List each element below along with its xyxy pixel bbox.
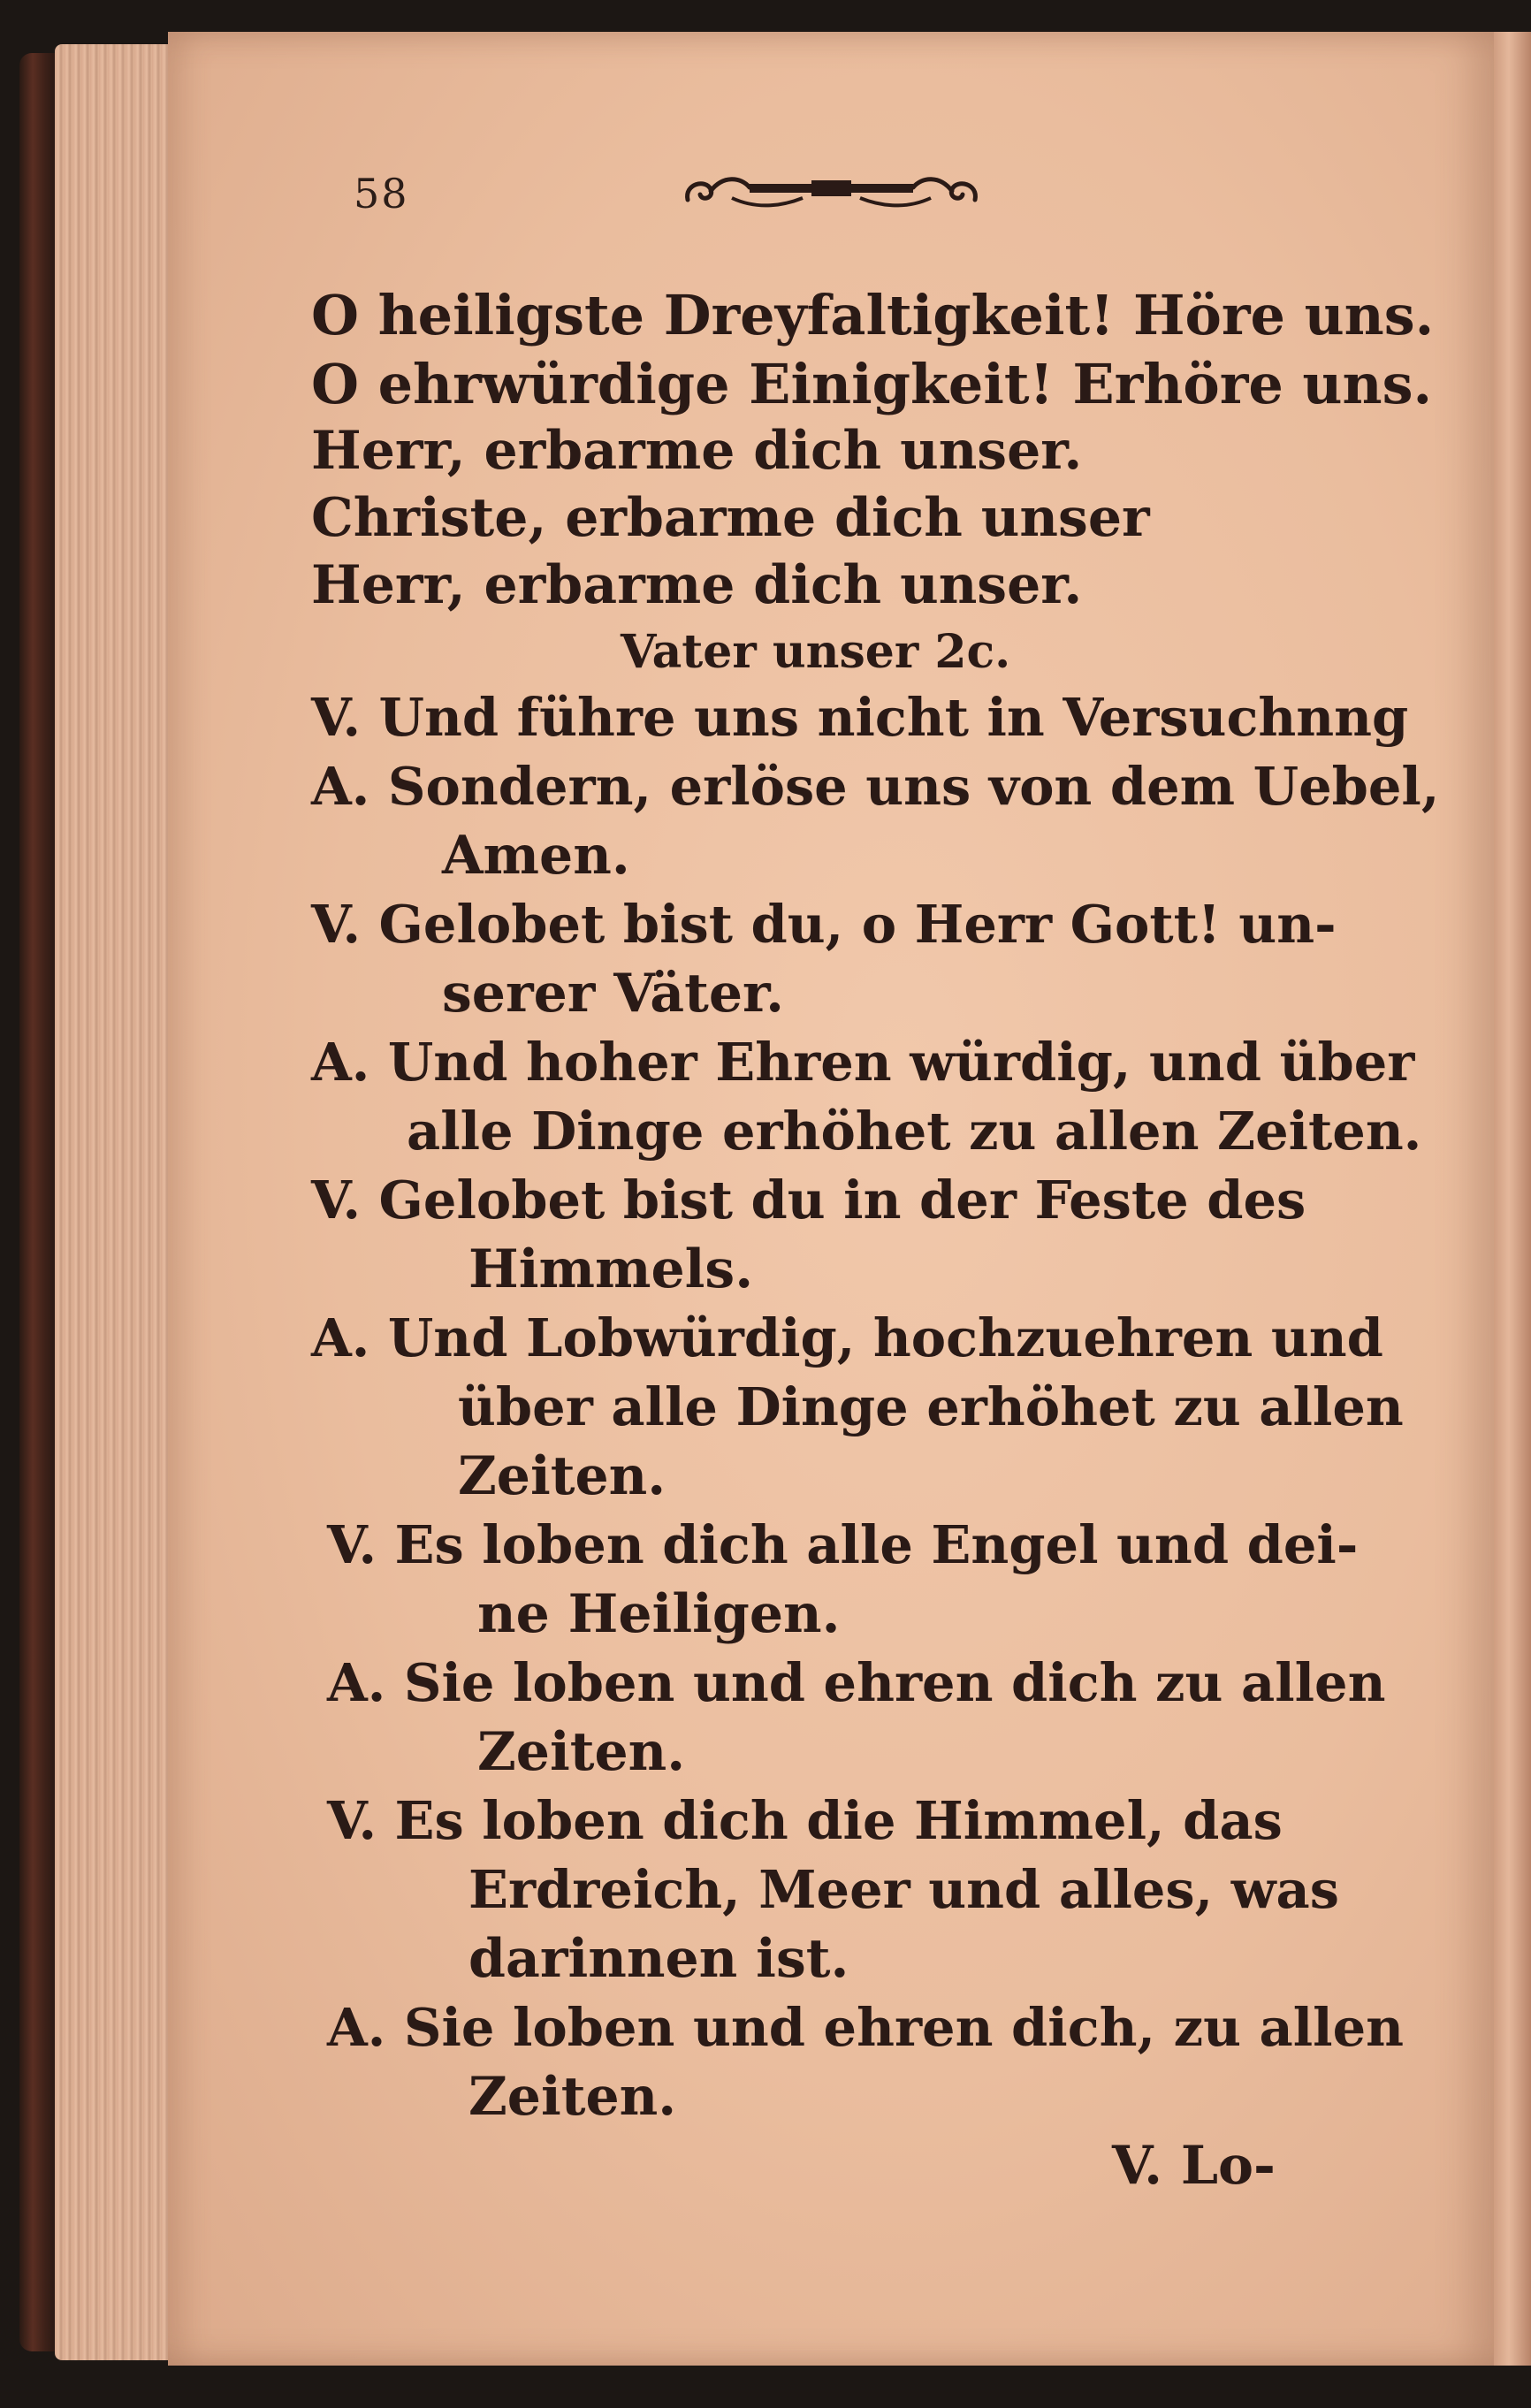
text-line: alle Dinge erhöhet zu allen Zeiten. bbox=[407, 1101, 1422, 1162]
text-line: Christe, erbarme dich unser bbox=[311, 487, 1150, 549]
text-line: Zeiten. bbox=[458, 1445, 666, 1507]
text-line: Erdreich, Meer und alles, was bbox=[468, 1859, 1339, 1920]
text-line: A. Sie loben und ehren dich, zu allen bbox=[327, 1997, 1405, 2058]
catchword: V. Lo- bbox=[1112, 2135, 1276, 2197]
text-line: A. Sie loben und ehren dich zu allen bbox=[327, 1652, 1386, 1713]
text-line: Himmels. bbox=[468, 1238, 754, 1300]
page-number: 58 bbox=[354, 170, 409, 217]
text-line: V. Gelobet bist du, o Herr Gott! un- bbox=[311, 894, 1337, 955]
text-line: A. Und Lobwürdig, hochzuehren und bbox=[311, 1307, 1383, 1368]
text-line: Vater unser 2c. bbox=[621, 625, 1011, 679]
text-line: V. Gelobet bist du in der Feste des bbox=[311, 1170, 1306, 1231]
text-line: A. Sondern, erlöse uns von dem Uebel, bbox=[311, 756, 1440, 817]
text-line: V. Und führe uns nicht in Versuchnng bbox=[311, 687, 1409, 748]
ornament-icon bbox=[679, 166, 984, 219]
text-line: Zeiten. bbox=[477, 1721, 686, 1783]
text-line: über alle Dinge erhöhet zu allen bbox=[458, 1376, 1404, 1437]
text-line: O heiligste Dreyfaltigkeit! Höre uns. bbox=[311, 283, 1435, 347]
text-line: ne Heiligen. bbox=[477, 1583, 841, 1645]
text-line: Zeiten. bbox=[468, 2066, 677, 2128]
text-line: O ehrwürdige Einigkeit! Erhöre uns. bbox=[311, 352, 1433, 416]
text-line: V. Es loben dich die Himmel, das bbox=[327, 1790, 1283, 1851]
text-line: Herr, erbarme dich unser. bbox=[311, 554, 1083, 616]
text-line: Herr, erbarme dich unser. bbox=[311, 420, 1083, 482]
text-line: V. Es loben dich alle Engel und dei- bbox=[327, 1514, 1359, 1575]
text-line: A. Und hoher Ehren würdig, und über bbox=[311, 1032, 1415, 1093]
text-line: serer Väter. bbox=[442, 963, 785, 1025]
facing-page-edge bbox=[1494, 32, 1531, 2366]
text-line: darinnen ist. bbox=[468, 1928, 849, 1990]
text-line: Amen. bbox=[442, 825, 630, 887]
